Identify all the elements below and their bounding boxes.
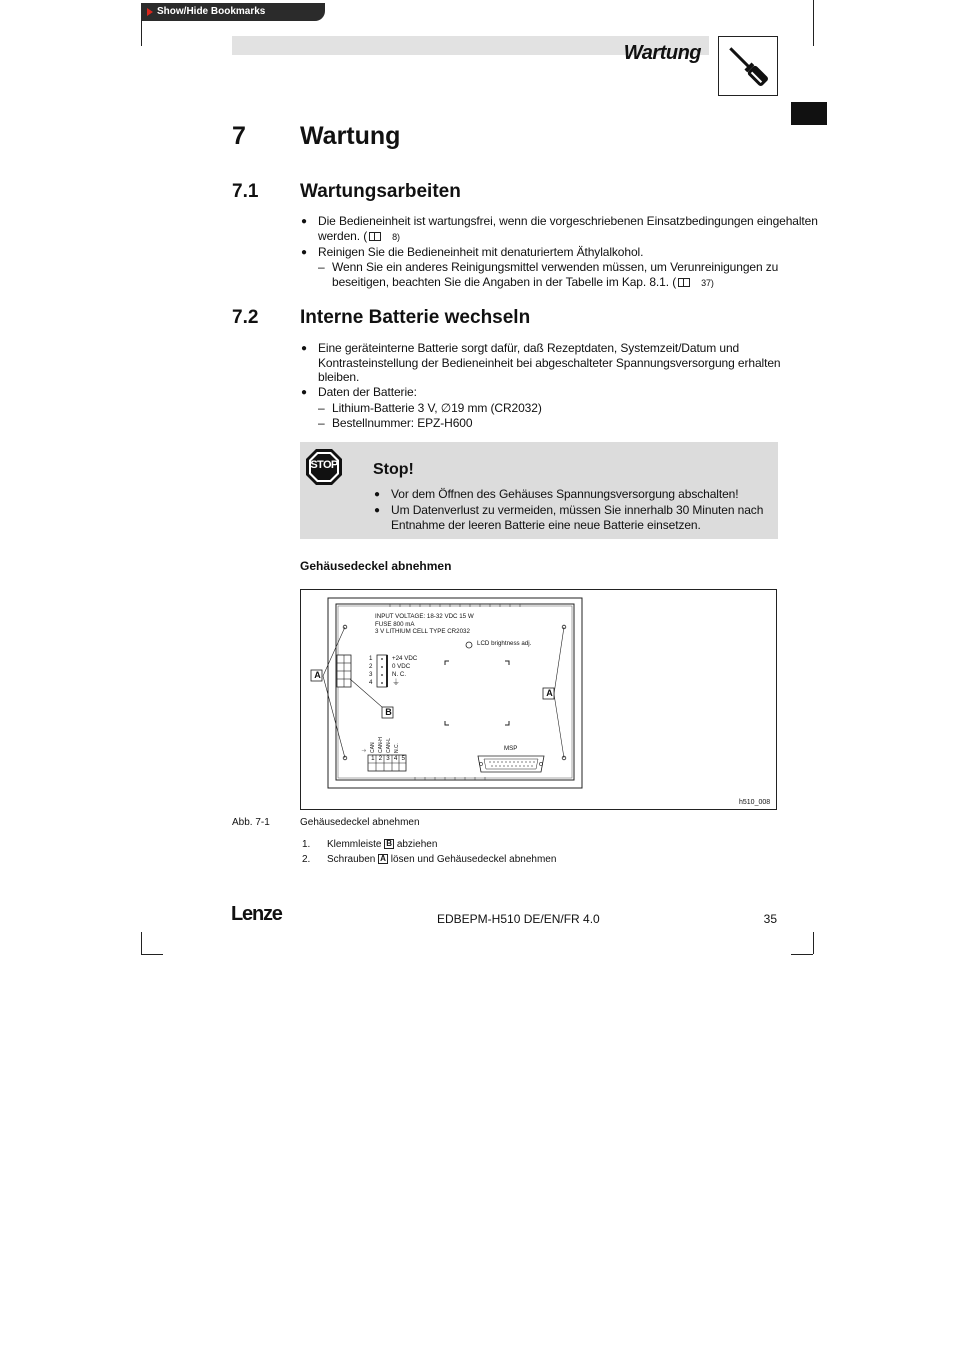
- bullet-icon: ●: [301, 343, 308, 354]
- step-text-span: abziehen: [396, 839, 438, 850]
- section-title: Wartungsarbeiten: [300, 181, 461, 202]
- figure-id: h510_008: [739, 799, 771, 806]
- crop-mark: [791, 954, 813, 955]
- pin-label: ⏚: [392, 678, 400, 687]
- paragraph: Lithium-Batterie 3 V, ∅19 mm (CR2032): [332, 401, 542, 415]
- text-line: Kontrasteinstellung der Bedieneinheit bei abgeschalteter Spannungsversorgung erhalten: [318, 355, 781, 370]
- text-line: Um Datenverlust zu vermeiden, müssen Sie innerhalb 30 Minuten nach: [391, 503, 764, 517]
- text-span: beseitigen, beachten Sie die Angaben in der Tabelle im Kap. 8.1. (: [332, 274, 677, 289]
- screwdriver-icon: [718, 36, 778, 96]
- key-letter: A: [380, 854, 386, 863]
- paragraph: Bestellnummer: EPZ-H600: [332, 416, 473, 430]
- header-title: Wartung: [623, 42, 701, 64]
- text-line: Die Bedieneinheit ist wartungsfrei, wenn die vorgeschriebenen Einsatzbedingungen eingehalten: [318, 214, 818, 228]
- text-line: [332, 275, 778, 291]
- bookmarks-toggle-label: Show/Hide Bookmarks: [157, 6, 266, 17]
- step-text: [327, 854, 556, 865]
- text-span: werden. (: [318, 228, 368, 243]
- bullet-icon: ●: [374, 489, 381, 500]
- bullet-icon: ●: [374, 505, 381, 516]
- crop-mark: [813, 0, 814, 46]
- step-text-span: Klemmleiste: [327, 839, 382, 850]
- paragraph: [332, 260, 778, 290]
- section-title: Interne Batterie wechseln: [300, 307, 531, 328]
- pin-label: +24 VDC: [392, 655, 418, 662]
- pin-label: ⏚: [362, 747, 368, 753]
- pin-number: 4: [393, 755, 398, 762]
- stop-sign-icon: [305, 448, 343, 491]
- show-hide-bookmarks-button[interactable]: [141, 3, 325, 21]
- pin-label: CAN-L: [386, 737, 392, 753]
- page-reference-link[interactable]: 8): [392, 231, 400, 242]
- callout-a-right: A: [546, 688, 553, 698]
- power-pin-numbers: [369, 655, 372, 687]
- msp-label: MSP: [504, 745, 518, 752]
- key-letter: B: [386, 839, 393, 848]
- pin-label: CAN-H: [378, 737, 384, 753]
- page-number: 35: [763, 912, 777, 926]
- step-number: 2.: [302, 854, 311, 865]
- pin-number: 1: [371, 755, 375, 762]
- pin-label: N. C.: [392, 671, 407, 678]
- step-text-span: lösen und Gehäusedeckel abnehmen: [390, 854, 557, 865]
- section-number: 7.2: [232, 307, 259, 328]
- crop-mark: [141, 20, 142, 46]
- power-pin-labels: [392, 655, 417, 687]
- section-number: 7.1: [232, 181, 259, 202]
- chapter-tab-marker: [791, 102, 827, 125]
- pin-number: 4: [369, 679, 373, 686]
- dash-marker: –: [318, 260, 325, 274]
- pin-label: 0 VDC: [392, 663, 411, 670]
- dash-marker: –: [318, 401, 325, 415]
- lcd-brightness-label: LCD brightness adj.: [477, 640, 532, 647]
- paragraph: Vor dem Öffnen des Gehäuses Spannungsversorgung abschalten!: [391, 487, 739, 501]
- bullet-icon: ●: [301, 216, 308, 227]
- device-label-line: INPUT VOLTAGE: 18-32 VDC 15 W: [375, 613, 474, 620]
- dash-marker: –: [318, 416, 325, 430]
- stop-title: Stop!: [373, 461, 414, 478]
- bullet-icon: ●: [301, 247, 308, 258]
- pin-number: 2: [369, 663, 373, 670]
- figure-heading: Gehäusedeckel abnehmen: [300, 559, 452, 573]
- chapter-number: 7: [232, 122, 246, 150]
- paragraph: Reinigen Sie die Bedieneinheit mit denaturiertem Äthylalkohol.: [318, 245, 644, 259]
- book-reference-icon: [678, 278, 690, 287]
- bottom-pin-labels: [362, 731, 408, 753]
- pin-label: CAN: [370, 742, 376, 753]
- text-line: [318, 229, 818, 245]
- paragraph: [318, 214, 818, 244]
- document-id: EDBEPM-H510 DE/EN/FR 4.0: [437, 912, 600, 926]
- pin-number: 5: [401, 755, 405, 762]
- device-label-line: 3 V LITHIUM CELL TYPE CR2032: [375, 628, 470, 635]
- pin-number: 3: [369, 671, 373, 678]
- crop-mark: [141, 932, 142, 954]
- pin-label: N.C.: [394, 743, 400, 753]
- caption-number: Abb. 7-1: [232, 817, 270, 828]
- text-line: bleiben.: [318, 370, 360, 384]
- bullet-icon: ●: [301, 387, 308, 398]
- caption-text: Gehäusedeckel abnehmen: [300, 817, 420, 828]
- book-reference-icon: [369, 232, 381, 241]
- paragraph: Daten der Batterie:: [318, 385, 417, 399]
- pin-number: 3: [386, 755, 390, 762]
- text-line: Wenn Sie ein anderes Reinigungsmittel verwenden müssen, um Verunreinigungen zu: [332, 260, 779, 274]
- crop-mark: [141, 954, 163, 955]
- step-number: 1.: [302, 839, 311, 850]
- stop-sign-label: STOP: [310, 459, 338, 471]
- chapter-title: Wartung: [300, 122, 401, 150]
- crop-mark: [813, 932, 814, 954]
- step-text: [327, 839, 437, 850]
- lenze-logo: Lenze: [231, 903, 282, 925]
- paragraph: [318, 341, 781, 385]
- step-text-span: Schrauben: [327, 854, 376, 865]
- pin-number: 2: [378, 755, 383, 762]
- device-rear-drawing: [300, 589, 777, 810]
- callout-a-left: A: [314, 670, 321, 680]
- device-label-line: FUSE 800 mA: [375, 620, 415, 628]
- device-label-plate: [375, 613, 474, 636]
- text-line: Entnahme der leeren Batterie eine neue Batterie einsetzen.: [391, 517, 701, 532]
- pin-number: 1: [369, 655, 373, 662]
- arrow-right-icon: [147, 8, 153, 16]
- page-reference-link[interactable]: 37): [701, 277, 714, 288]
- paragraph: [391, 503, 763, 532]
- bottom-pin-numbers: [369, 755, 407, 762]
- callout-b: B: [385, 707, 392, 717]
- text-line: Eine geräteinterne Batterie sorgt dafür, daß Rezeptdaten, Systemzeit/Datum und: [318, 341, 740, 355]
